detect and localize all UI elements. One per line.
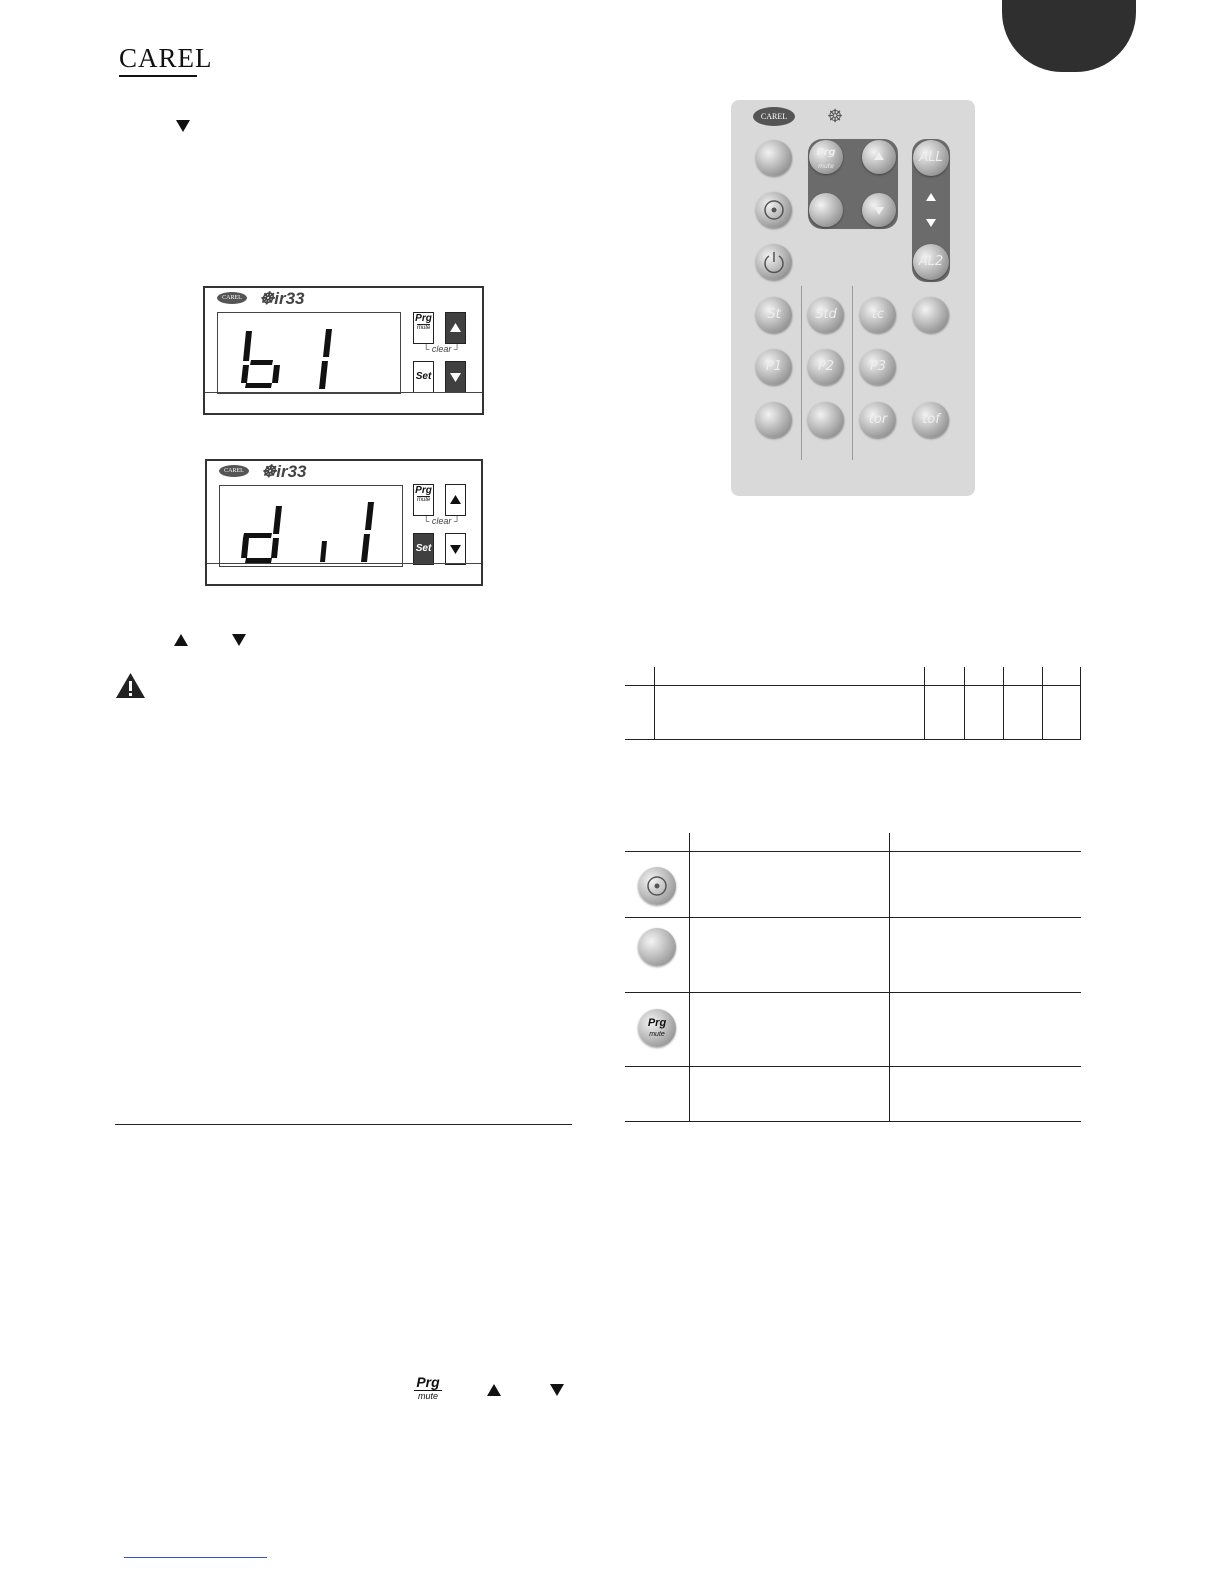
down-key[interactable]: [445, 361, 466, 393]
footer-link[interactable]: [124, 1557, 267, 1558]
table-col-divider: [964, 667, 965, 739]
remote-p2-button[interactable]: P2: [808, 349, 844, 385]
clear-label: └ clear ┘: [423, 344, 461, 354]
prg-mute-key-icon: Prg mute: [414, 1374, 442, 1401]
table-bottom-rule: [625, 1121, 1081, 1122]
remote-carel-logo: CAREL: [753, 107, 795, 126]
clear-label: └ clear ┘: [423, 516, 461, 526]
table-row-divider: [625, 685, 1081, 686]
table-col-divider: [924, 667, 925, 739]
up-arrow-icon: [174, 634, 188, 646]
warning-icon: [115, 672, 146, 699]
remote-separator: [852, 286, 853, 460]
remote-separator: [801, 286, 802, 460]
prg-mute-icon: Prg mute: [638, 1009, 676, 1047]
remote-alarm-panel: [912, 139, 950, 282]
lcd-segments: [218, 313, 400, 393]
brand-name: CAREL: [119, 43, 213, 73]
remote-p1-button[interactable]: P1: [756, 349, 792, 385]
remote-up-button[interactable]: [862, 140, 896, 174]
up-key[interactable]: [445, 312, 466, 344]
remote-blank-button[interactable]: [756, 140, 792, 176]
table-row-divider: [625, 917, 1081, 918]
up-key[interactable]: [445, 484, 466, 516]
lcd-display: [219, 485, 403, 567]
button-function-table: [625, 833, 1081, 1123]
controller-b1: [203, 286, 484, 415]
controller-footer: [207, 563, 481, 584]
remote-down-button[interactable]: [862, 193, 896, 227]
controller-di1: [205, 459, 483, 586]
section-divider: [115, 1124, 572, 1125]
table-col-divider: [1080, 667, 1081, 739]
table-row-divider: [625, 992, 1081, 993]
remote-blank-button[interactable]: [808, 402, 844, 438]
ir-logo-icon: ☸: [827, 106, 844, 126]
lcd-display: [217, 312, 401, 394]
table-col-divider: [1003, 667, 1004, 739]
remote-blank-button[interactable]: [756, 402, 792, 438]
prg-key[interactable]: Prg mute: [413, 484, 434, 516]
remote-updown-icon: [924, 191, 938, 231]
model-label: ☸ir33: [259, 289, 305, 308]
target-icon: [638, 867, 676, 905]
remote-target-button[interactable]: [756, 192, 792, 228]
down-key[interactable]: [445, 533, 466, 565]
remote-control: [731, 100, 975, 496]
remote-std-button[interactable]: Std: [808, 297, 844, 333]
down-arrow-icon: [232, 634, 246, 646]
remote-tor-button[interactable]: tor: [860, 402, 896, 438]
table-col-divider: [654, 667, 655, 739]
remote-st-button[interactable]: St: [756, 297, 792, 333]
carel-logo: CAREL: [217, 292, 247, 304]
table-bottom-rule: [625, 739, 1081, 740]
remote-tc-button[interactable]: tc: [860, 297, 896, 333]
remote-prg-button[interactable]: Prg mute: [809, 140, 843, 174]
down-arrow-icon: [550, 1384, 564, 1396]
remote-p3-button[interactable]: P3: [860, 349, 896, 385]
blank-round-icon: [638, 928, 676, 966]
carel-logo: CAREL: [219, 465, 249, 477]
brand-underline: [119, 75, 197, 77]
remote-blank-button[interactable]: [913, 297, 949, 333]
table-row-divider: [625, 1066, 1081, 1067]
remote-nav-panel: [808, 139, 898, 229]
table-col-divider: [1042, 667, 1043, 739]
remote-tof-button[interactable]: tof: [913, 402, 949, 438]
prg-key[interactable]: Prg mute: [413, 312, 434, 344]
up-arrow-icon: [487, 1384, 501, 1396]
set-key[interactable]: Set: [413, 533, 434, 565]
controller-footer: [205, 392, 482, 413]
table-col-divider: [889, 833, 890, 1121]
down-arrow-icon: [176, 120, 190, 132]
table-header-rule: [625, 851, 1081, 852]
table-col-divider: [689, 833, 690, 1121]
chapter-tab: [1002, 0, 1136, 72]
lcd-segments: [220, 486, 402, 566]
power-icon[interactable]: [756, 244, 792, 280]
remote-all-button[interactable]: ALL: [913, 140, 949, 176]
parameter-table: [625, 667, 1081, 741]
remote-set-button[interactable]: [809, 193, 843, 227]
model-label: ☸ir33: [261, 462, 307, 481]
remote-al2-button[interactable]: AL2: [913, 244, 949, 280]
set-key[interactable]: Set: [413, 361, 434, 393]
brand-logo: [119, 43, 213, 74]
